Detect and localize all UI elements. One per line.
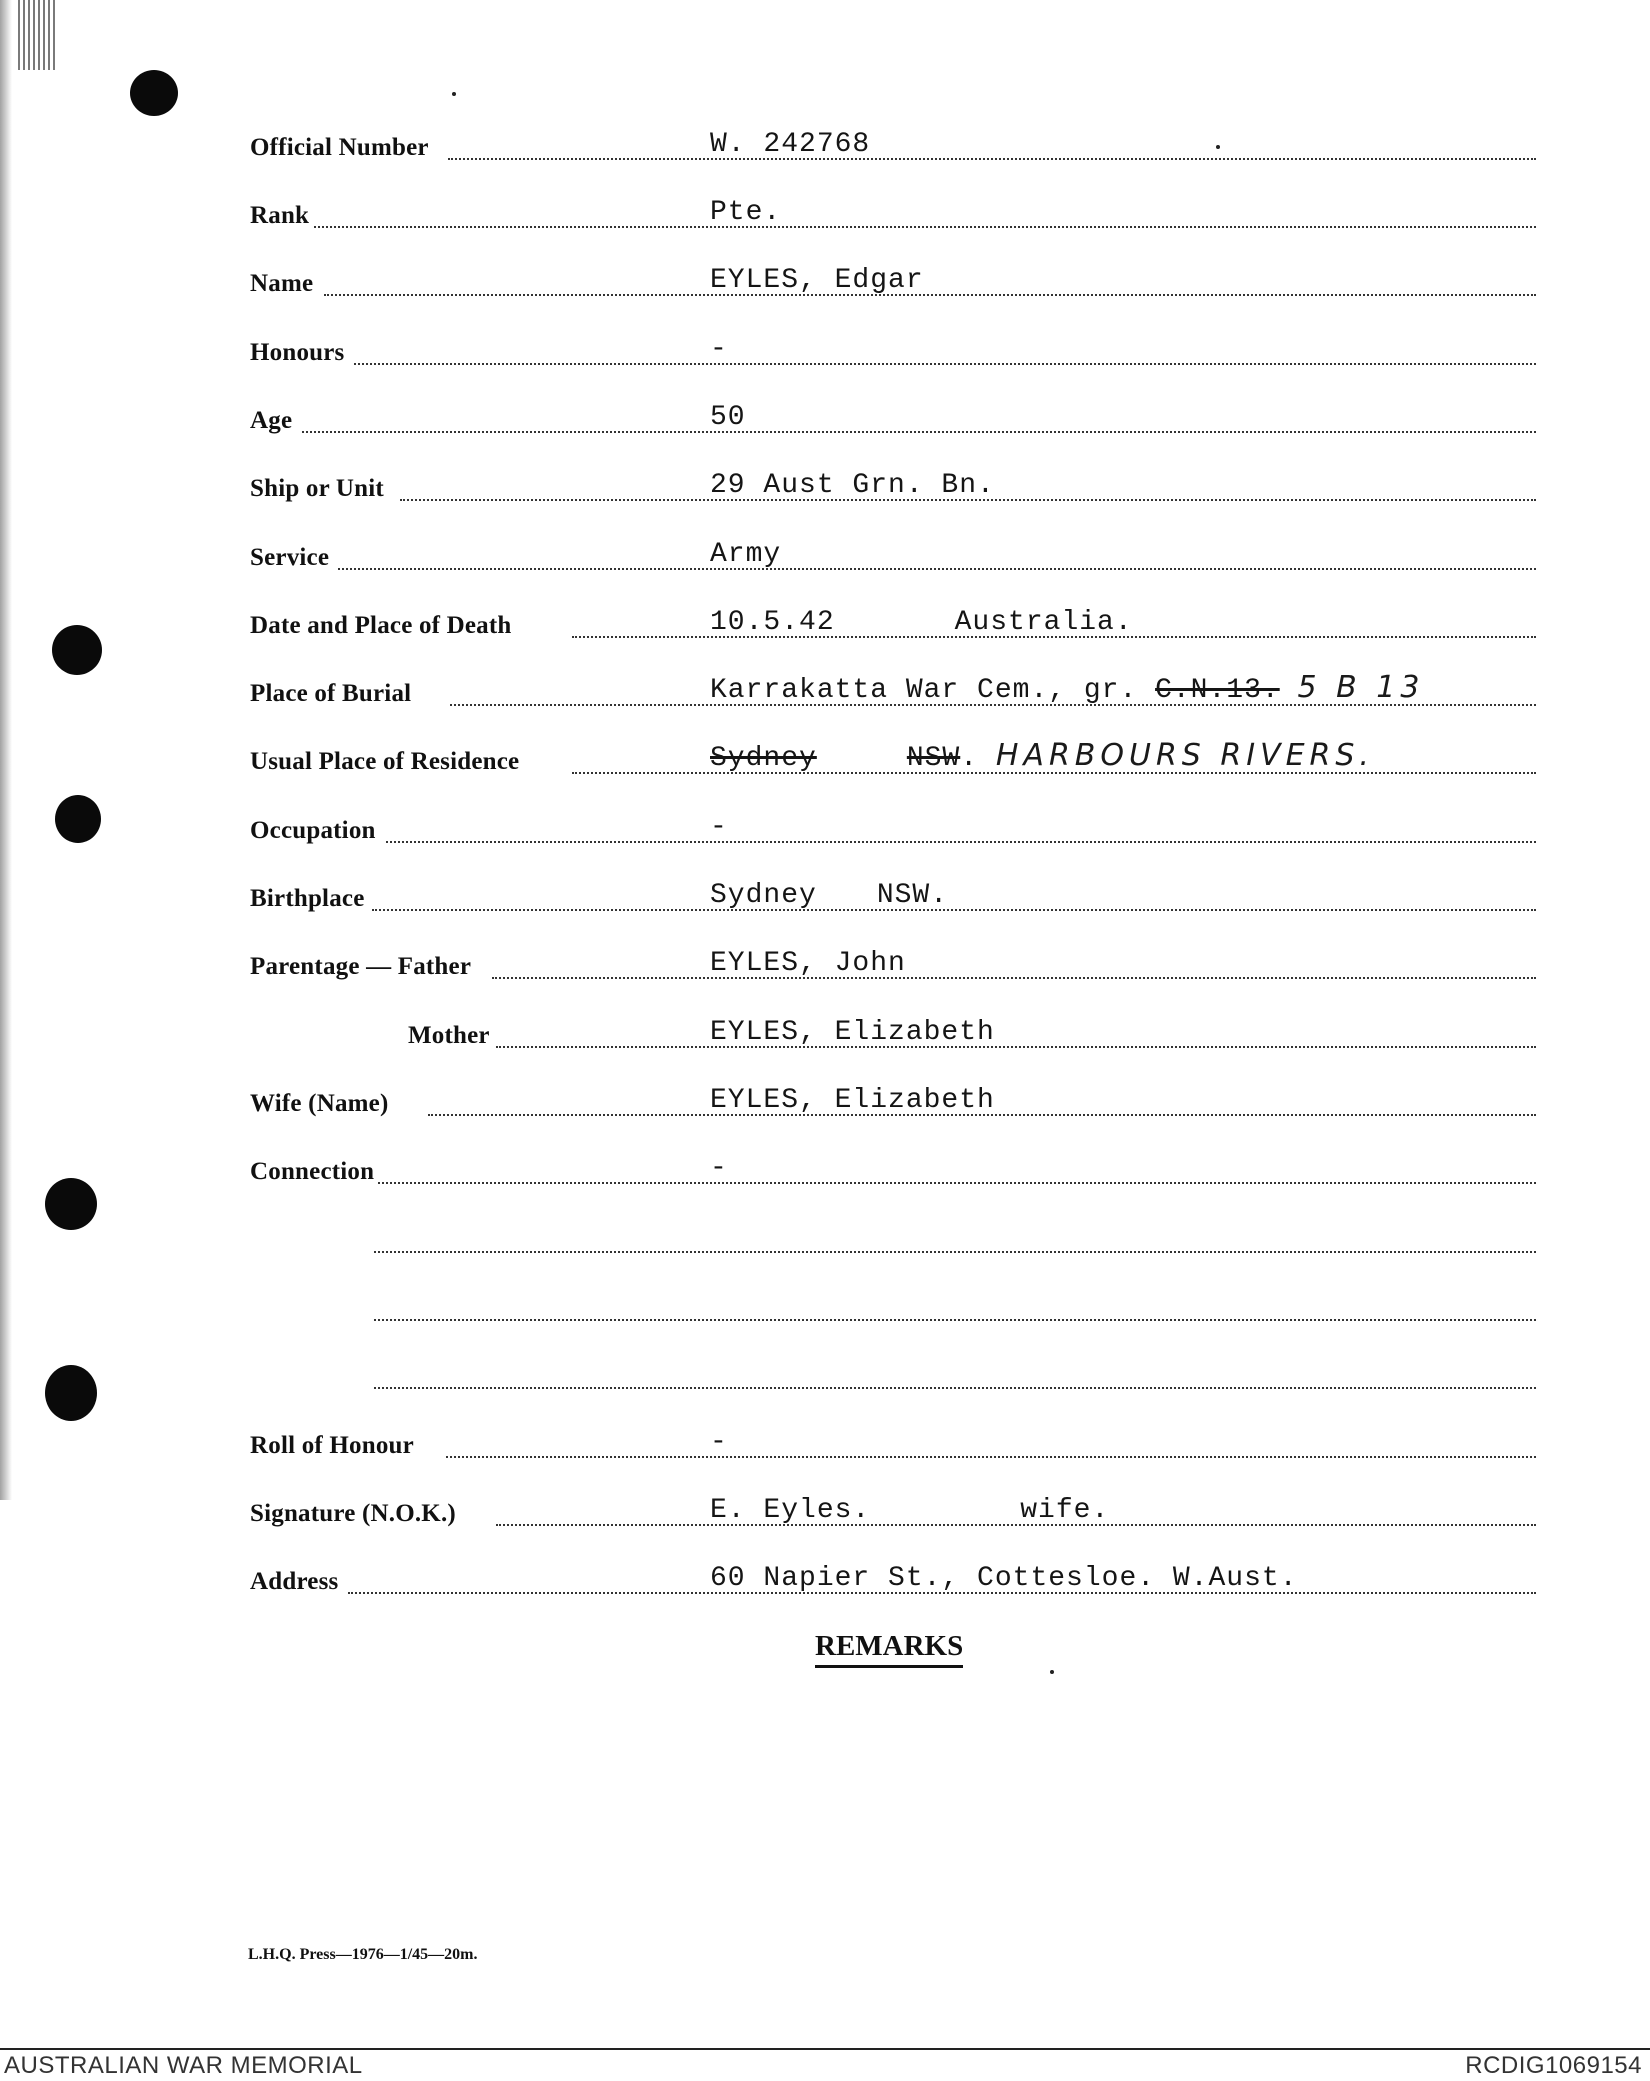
label-wife: Wife (Name) — [250, 1090, 389, 1117]
birthplace-city: Sydney — [710, 880, 817, 911]
residence-handwritten: HARBOURS RIVERS. — [995, 738, 1374, 773]
value-roll-of-honour: - — [710, 1427, 728, 1458]
label-place-of-burial: Place of Burial — [250, 680, 412, 707]
dotted-line — [302, 431, 1536, 433]
value-ship-or-unit: 29 Aust Grn. Bn. — [710, 470, 995, 501]
row-blank — [250, 1357, 1536, 1397]
dotted-line — [448, 158, 1536, 160]
residence-struck-state: NSW — [906, 743, 961, 774]
value-honours: - — [710, 334, 728, 365]
value-wife: EYLES, Elizabeth — [710, 1085, 995, 1116]
value-mother: EYLES, Elizabeth — [710, 1017, 995, 1048]
footer-record-id: RCDIG1069154 — [1465, 2052, 1642, 2079]
dotted-line — [386, 841, 1536, 843]
dotted-line — [354, 363, 1536, 365]
row-place-of-burial — [250, 670, 1536, 714]
row-father — [250, 947, 1536, 987]
dotted-line — [314, 226, 1536, 228]
label-date-place-death: Date and Place of Death — [250, 612, 512, 639]
row-mother — [250, 1016, 1536, 1056]
label-mother: Mother — [408, 1022, 490, 1049]
label-signature: Signature (N.O.K.) — [250, 1500, 456, 1527]
label-birthplace: Birthplace — [250, 885, 365, 912]
punch-hole — [130, 70, 178, 116]
label-name: Name — [250, 270, 314, 297]
row-age — [250, 401, 1536, 441]
dotted-line — [378, 1182, 1536, 1184]
label-usual-residence: Usual Place of Residence — [250, 748, 520, 775]
row-usual-residence — [250, 738, 1536, 782]
burial-struck-grave: C.N.13. — [1155, 675, 1280, 706]
punch-hole — [45, 1178, 97, 1230]
burial-handwritten-grave: 5 B 13 — [1297, 670, 1425, 705]
label-father: Parentage — Father — [250, 953, 472, 980]
value-father: EYLES, John — [710, 948, 906, 979]
row-signature — [250, 1494, 1536, 1534]
remarks-heading: REMARKS — [815, 1630, 963, 1668]
dotted-line — [496, 1046, 1536, 1048]
label-service: Service — [250, 544, 330, 571]
press-mark: L.H.Q. Press—1976—1/45—20m. — [248, 1946, 478, 1963]
dotted-line — [446, 1456, 1536, 1458]
label-ship-or-unit: Ship or Unit — [250, 475, 384, 502]
row-blank — [250, 1289, 1536, 1329]
row-ship-or-unit — [250, 469, 1536, 509]
row-birthplace — [250, 879, 1536, 919]
value-address: 60 Napier St., Cottesloe. W.Aust. — [710, 1563, 1298, 1594]
value-rank: Pte. — [710, 197, 782, 228]
label-roll-of-honour: Roll of Honour — [250, 1432, 414, 1459]
dotted-line — [372, 909, 1536, 911]
row-official-number — [250, 128, 1536, 168]
value-service: Army — [710, 539, 782, 570]
dotted-line — [324, 294, 1536, 296]
value-usual-residence: Sydney NSW. HARBOURS RIVERS. — [710, 738, 1374, 774]
scan-edge — [0, 0, 12, 1500]
dotted-line — [338, 568, 1536, 570]
value-official-number: W. 242768 — [710, 129, 871, 160]
value-age: 50 — [710, 402, 746, 433]
row-connection — [250, 1152, 1536, 1192]
dotted-line — [374, 1387, 1536, 1389]
row-roll-of-honour — [250, 1426, 1536, 1466]
label-rank: Rank — [250, 202, 310, 229]
footer-divider — [0, 2048, 1650, 2050]
footer-archive-name: AUSTRALIAN WAR MEMORIAL — [4, 2052, 363, 2079]
row-name — [250, 264, 1536, 304]
value-occupation: - — [710, 812, 728, 843]
label-occupation: Occupation — [250, 817, 376, 844]
row-address — [250, 1562, 1536, 1602]
dotted-line — [492, 977, 1536, 979]
value-signature — [710, 1495, 1109, 1526]
residence-struck-city: Sydney — [710, 743, 817, 774]
row-occupation — [250, 811, 1536, 851]
scan-edge-artifact — [18, 0, 58, 70]
value-name: EYLES, Edgar — [710, 265, 924, 296]
speck — [452, 92, 456, 96]
value-place-of-burial — [710, 670, 1424, 706]
row-date-place-death — [250, 606, 1536, 646]
row-rank — [250, 196, 1536, 236]
value-birthplace — [710, 880, 948, 911]
signature-name: E. Eyles. — [710, 1495, 871, 1526]
row-honours — [250, 333, 1536, 373]
speck — [1050, 1670, 1054, 1674]
burial-place: Karrakatta War Cem., gr. — [710, 675, 1138, 706]
label-address: Address — [250, 1568, 339, 1595]
birthplace-state: NSW. — [876, 880, 949, 911]
label-official-number: Official Number — [250, 134, 429, 161]
row-wife — [250, 1084, 1536, 1124]
signature-relation: wife. — [1020, 1495, 1110, 1526]
punch-hole — [45, 1365, 97, 1421]
dotted-line — [374, 1251, 1536, 1253]
death-place: Australia. — [954, 607, 1133, 638]
row-service — [250, 538, 1536, 578]
punch-hole — [55, 795, 101, 843]
punch-hole — [52, 625, 102, 675]
value-connection: - — [710, 1153, 728, 1184]
row-blank — [250, 1221, 1536, 1261]
death-date: 10.5.42 — [710, 607, 835, 638]
value-date-place-death — [710, 607, 1133, 638]
label-age: Age — [250, 407, 293, 434]
dotted-line — [374, 1319, 1536, 1321]
label-connection: Connection — [250, 1158, 375, 1185]
label-honours: Honours — [250, 339, 345, 366]
